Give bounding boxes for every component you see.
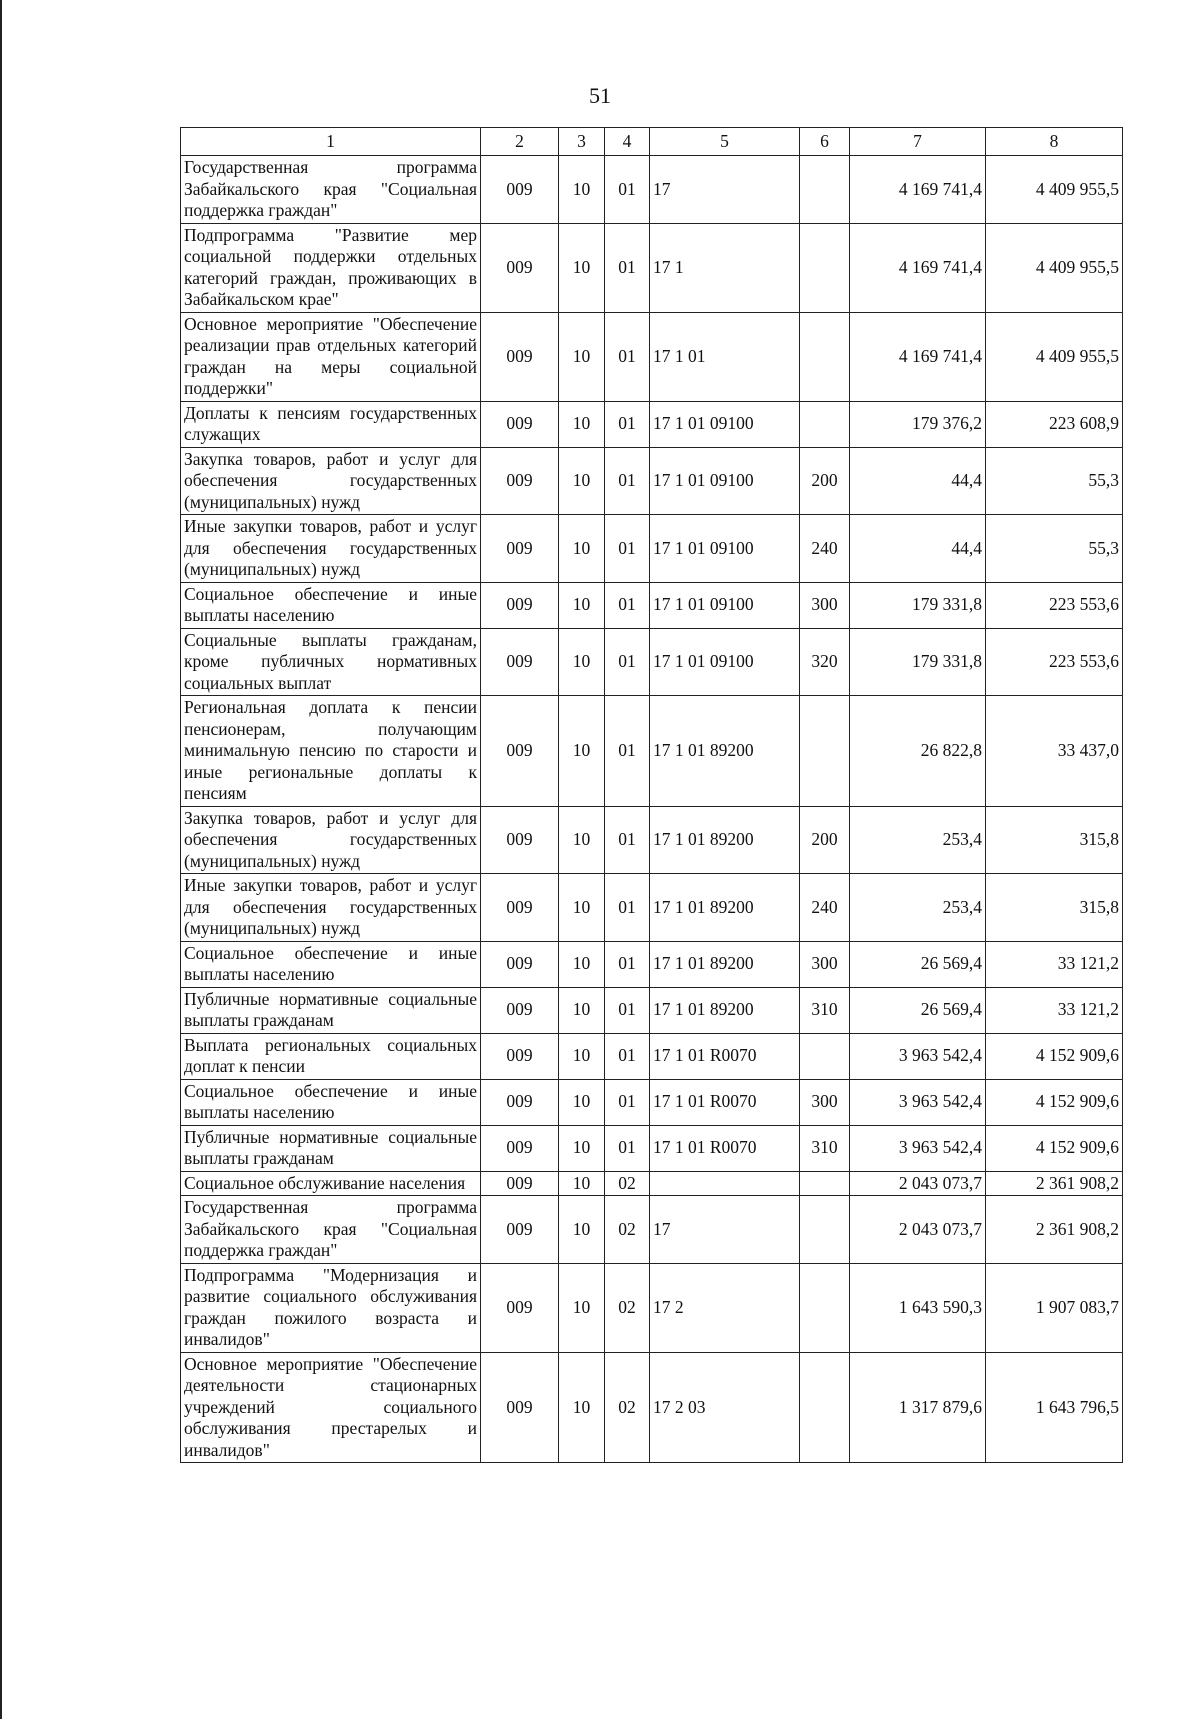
code-cell: 009	[481, 1263, 559, 1352]
header-cell: 6	[800, 128, 850, 156]
row-name-cell: Подпрограмма "Модернизация и развитие социального обслуживания граждан пожилого возраста и инвалидов"	[181, 1263, 481, 1352]
expense-type-cell: 240	[800, 874, 850, 942]
expense-type-cell: 200	[800, 447, 850, 515]
amount-col8-cell: 2 361 908,2	[986, 1171, 1123, 1196]
table-row	[181, 223, 1123, 312]
section-cell: 10	[559, 874, 605, 942]
expense-type-cell	[800, 1171, 850, 1196]
amount-col8-cell: 1 643 796,5	[986, 1352, 1123, 1463]
expense-type-cell: 300	[800, 1079, 850, 1125]
code-cell: 009	[481, 941, 559, 987]
table-row	[181, 312, 1123, 401]
subsection-cell: 01	[605, 582, 650, 628]
section-cell: 10	[559, 223, 605, 312]
row-name-cell: Социальное обеспечение и иные выплаты населению	[181, 1079, 481, 1125]
table-row	[181, 1079, 1123, 1125]
amount-col7-cell: 26 569,4	[850, 987, 986, 1033]
code-cell: 009	[481, 628, 559, 696]
section-cell: 10	[559, 987, 605, 1033]
subsection-cell: 01	[605, 628, 650, 696]
table-row	[181, 874, 1123, 942]
target-article-cell: 17 1 01 R0070	[650, 1079, 800, 1125]
table-row	[181, 1125, 1123, 1171]
section-cell: 10	[559, 1352, 605, 1463]
subsection-cell: 01	[605, 696, 650, 807]
table-row	[181, 941, 1123, 987]
amount-col7-cell: 1 317 879,6	[850, 1352, 986, 1463]
header-cell: 1	[181, 128, 481, 156]
subsection-cell: 01	[605, 941, 650, 987]
amount-col8-cell: 33 437,0	[986, 696, 1123, 807]
subsection-cell: 01	[605, 447, 650, 515]
expense-type-cell	[800, 1196, 850, 1264]
amount-col7-cell: 4 169 741,4	[850, 223, 986, 312]
header-row	[181, 128, 1123, 156]
amount-col8-cell: 33 121,2	[986, 941, 1123, 987]
target-article-cell: 17 1 01 89200	[650, 941, 800, 987]
row-name-cell: Публичные нормативные социальные выплаты гражданам	[181, 1125, 481, 1171]
section-cell: 10	[559, 582, 605, 628]
amount-col8-cell: 55,3	[986, 447, 1123, 515]
page-number: 51	[589, 83, 611, 108]
amount-col8-cell: 315,8	[986, 874, 1123, 942]
table-row	[181, 806, 1123, 874]
amount-col8-cell: 2 361 908,2	[986, 1196, 1123, 1264]
section-cell: 10	[559, 941, 605, 987]
header-cell: 5	[650, 128, 800, 156]
target-article-cell: 17 2	[650, 1263, 800, 1352]
code-cell: 009	[481, 987, 559, 1033]
subsection-cell: 01	[605, 874, 650, 942]
subsection-cell: 01	[605, 223, 650, 312]
table-row	[181, 1171, 1123, 1196]
budget-table	[180, 127, 1123, 1463]
subsection-cell: 01	[605, 156, 650, 224]
amount-col7-cell: 179 331,8	[850, 628, 986, 696]
target-article-cell: 17	[650, 156, 800, 224]
amount-col7-cell: 3 963 542,4	[850, 1079, 986, 1125]
section-cell: 10	[559, 1196, 605, 1264]
amount-col7-cell: 253,4	[850, 874, 986, 942]
target-article-cell: 17 1 01 89200	[650, 806, 800, 874]
table-row	[181, 696, 1123, 807]
header-cell: 3	[559, 128, 605, 156]
amount-col8-cell: 315,8	[986, 806, 1123, 874]
table-row	[181, 1352, 1123, 1463]
section-cell: 10	[559, 312, 605, 401]
code-cell: 009	[481, 447, 559, 515]
table-row	[181, 1033, 1123, 1079]
expense-type-cell	[800, 1263, 850, 1352]
section-cell: 10	[559, 1033, 605, 1079]
amount-col7-cell: 3 963 542,4	[850, 1033, 986, 1079]
target-article-cell: 17 2 03	[650, 1352, 800, 1463]
table-row	[181, 987, 1123, 1033]
target-article-cell: 17 1 01 R0070	[650, 1125, 800, 1171]
amount-col7-cell: 2 043 073,7	[850, 1171, 986, 1196]
amount-col7-cell: 2 043 073,7	[850, 1196, 986, 1264]
amount-col8-cell: 33 121,2	[986, 987, 1123, 1033]
section-cell: 10	[559, 156, 605, 224]
table-row	[181, 447, 1123, 515]
code-cell: 009	[481, 1196, 559, 1264]
row-name-cell: Публичные нормативные социальные выплаты гражданам	[181, 987, 481, 1033]
target-article-cell: 17 1 01 09100	[650, 582, 800, 628]
row-name-cell: Основное мероприятие "Обеспечение деятельности стационарных учреждений социального обслуживания престарелых и инвалидов"	[181, 1352, 481, 1463]
subsection-cell: 01	[605, 1079, 650, 1125]
row-name-cell: Иные закупки товаров, работ и услуг для обеспечения государственных (муниципальных) нужд	[181, 874, 481, 942]
row-name-cell: Государственная программа Забайкальского края "Социальная поддержка граждан"	[181, 1196, 481, 1264]
amount-col8-cell: 1 907 083,7	[986, 1263, 1123, 1352]
code-cell: 009	[481, 312, 559, 401]
expense-type-cell	[800, 1352, 850, 1463]
target-article-cell: 17 1 01 09100	[650, 447, 800, 515]
amount-col8-cell: 4 409 955,5	[986, 156, 1123, 224]
subsection-cell: 01	[605, 987, 650, 1033]
code-cell: 009	[481, 582, 559, 628]
expense-type-cell: 200	[800, 806, 850, 874]
expense-type-cell: 320	[800, 628, 850, 696]
subsection-cell: 01	[605, 1033, 650, 1079]
header-cell: 7	[850, 128, 986, 156]
amount-col7-cell: 26 822,8	[850, 696, 986, 807]
row-name-cell: Социальное обслуживание населения	[181, 1171, 481, 1196]
target-article-cell: 17	[650, 1196, 800, 1264]
code-cell: 009	[481, 515, 559, 583]
section-cell: 10	[559, 401, 605, 447]
header-cell: 8	[986, 128, 1123, 156]
table-row	[181, 628, 1123, 696]
amount-col8-cell: 4 409 955,5	[986, 312, 1123, 401]
subsection-cell: 02	[605, 1263, 650, 1352]
amount-col8-cell: 4 152 909,6	[986, 1079, 1123, 1125]
amount-col7-cell: 44,4	[850, 447, 986, 515]
amount-col8-cell: 55,3	[986, 515, 1123, 583]
table-body	[181, 128, 1123, 1463]
expense-type-cell	[800, 223, 850, 312]
row-name-cell: Социальное обеспечение и иные выплаты населению	[181, 941, 481, 987]
expense-type-cell	[800, 156, 850, 224]
section-cell: 10	[559, 515, 605, 583]
row-name-cell: Государственная программа Забайкальского края "Социальная поддержка граждан"	[181, 156, 481, 224]
expense-type-cell	[800, 312, 850, 401]
scan-left-edge	[0, 0, 2, 1719]
row-name-cell: Закупка товаров, работ и услуг для обеспечения государственных (муниципальных) нужд	[181, 806, 481, 874]
row-name-cell: Социальное обеспечение и иные выплаты населению	[181, 582, 481, 628]
amount-col7-cell: 253,4	[850, 806, 986, 874]
section-cell: 10	[559, 447, 605, 515]
table-row	[181, 401, 1123, 447]
row-name-cell: Доплаты к пенсиям государственных служащих	[181, 401, 481, 447]
amount-col7-cell: 179 331,8	[850, 582, 986, 628]
table-row	[181, 1263, 1123, 1352]
subsection-cell: 01	[605, 515, 650, 583]
header-cell: 2	[481, 128, 559, 156]
subsection-cell: 01	[605, 312, 650, 401]
amount-col7-cell: 44,4	[850, 515, 986, 583]
row-name-cell: Закупка товаров, работ и услуг для обеспечения государственных (муниципальных) нужд	[181, 447, 481, 515]
target-article-cell: 17 1	[650, 223, 800, 312]
expense-type-cell: 300	[800, 582, 850, 628]
code-cell: 009	[481, 1352, 559, 1463]
subsection-cell: 02	[605, 1171, 650, 1196]
code-cell: 009	[481, 874, 559, 942]
amount-col8-cell: 223 553,6	[986, 582, 1123, 628]
row-name-cell: Основное мероприятие "Обеспечение реализации прав отдельных категорий граждан на меры социальной поддержки"	[181, 312, 481, 401]
amount-col7-cell: 1 643 590,3	[850, 1263, 986, 1352]
section-cell: 10	[559, 1079, 605, 1125]
code-cell: 009	[481, 1033, 559, 1079]
expense-type-cell: 310	[800, 1125, 850, 1171]
code-cell: 009	[481, 806, 559, 874]
amount-col7-cell: 4 169 741,4	[850, 156, 986, 224]
section-cell: 10	[559, 1125, 605, 1171]
amount-col8-cell: 4 152 909,6	[986, 1125, 1123, 1171]
code-cell: 009	[481, 223, 559, 312]
section-cell: 10	[559, 696, 605, 807]
row-name-cell: Подпрограмма "Развитие мер социальной поддержки отдельных категорий граждан, проживающих в Забайкальском крае"	[181, 223, 481, 312]
row-name-cell: Социальные выплаты гражданам, кроме публичных нормативных социальных выплат	[181, 628, 481, 696]
code-cell: 009	[481, 1171, 559, 1196]
expense-type-cell	[800, 401, 850, 447]
amount-col7-cell: 4 169 741,4	[850, 312, 986, 401]
target-article-cell: 17 1 01 09100	[650, 515, 800, 583]
target-article-cell: 17 1 01	[650, 312, 800, 401]
table-row	[181, 156, 1123, 224]
code-cell: 009	[481, 156, 559, 224]
amount-col8-cell: 223 553,6	[986, 628, 1123, 696]
amount-col7-cell: 3 963 542,4	[850, 1125, 986, 1171]
code-cell: 009	[481, 401, 559, 447]
header-cell: 4	[605, 128, 650, 156]
table-row	[181, 1196, 1123, 1264]
code-cell: 009	[481, 1079, 559, 1125]
subsection-cell: 02	[605, 1352, 650, 1463]
section-cell: 10	[559, 1171, 605, 1196]
expense-type-cell	[800, 696, 850, 807]
amount-col8-cell: 4 152 909,6	[986, 1033, 1123, 1079]
expense-type-cell: 240	[800, 515, 850, 583]
amount-col8-cell: 223 608,9	[986, 401, 1123, 447]
target-article-cell: 17 1 01 09100	[650, 401, 800, 447]
subsection-cell: 01	[605, 401, 650, 447]
amount-col7-cell: 26 569,4	[850, 941, 986, 987]
target-article-cell	[650, 1171, 800, 1196]
code-cell: 009	[481, 696, 559, 807]
row-name-cell: Иные закупки товаров, работ и услуг для обеспечения государственных (муниципальных) нужд	[181, 515, 481, 583]
subsection-cell: 01	[605, 806, 650, 874]
target-article-cell: 17 1 01 89200	[650, 696, 800, 807]
section-cell: 10	[559, 1263, 605, 1352]
target-article-cell: 17 1 01 89200	[650, 987, 800, 1033]
section-cell: 10	[559, 628, 605, 696]
amount-col8-cell: 4 409 955,5	[986, 223, 1123, 312]
target-article-cell: 17 1 01 R0070	[650, 1033, 800, 1079]
subsection-cell: 01	[605, 1125, 650, 1171]
target-article-cell: 17 1 01 09100	[650, 628, 800, 696]
expense-type-cell	[800, 1033, 850, 1079]
amount-col7-cell: 179 376,2	[850, 401, 986, 447]
table-row	[181, 582, 1123, 628]
expense-type-cell: 300	[800, 941, 850, 987]
row-name-cell: Выплата региональных социальных доплат к пенсии	[181, 1033, 481, 1079]
target-article-cell: 17 1 01 89200	[650, 874, 800, 942]
code-cell: 009	[481, 1125, 559, 1171]
subsection-cell: 02	[605, 1196, 650, 1264]
expense-type-cell: 310	[800, 987, 850, 1033]
table-row	[181, 515, 1123, 583]
section-cell: 10	[559, 806, 605, 874]
row-name-cell: Региональная доплата к пенсии пенсионерам, получающим минимальную пенсию по старости и иные региональные доплаты к пенсиям	[181, 696, 481, 807]
